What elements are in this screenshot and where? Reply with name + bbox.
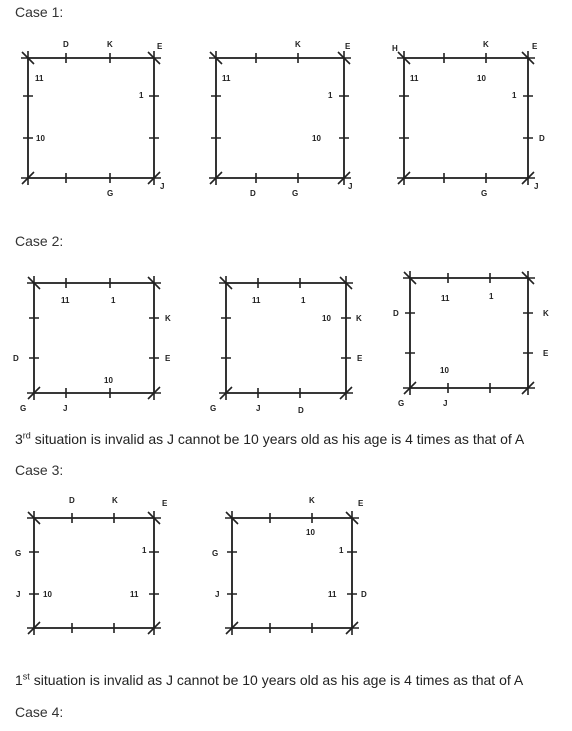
case1-d1-label-11: 11 <box>35 74 44 83</box>
case1-d1-label-G: G <box>107 189 114 198</box>
case2-d2-label-E: E <box>357 354 363 363</box>
case2-d2-label-K: K <box>356 314 362 323</box>
case4-header: Case 4: <box>15 704 64 720</box>
case2-d3-label-11: 11 <box>441 294 450 303</box>
case2-d1-label-11: 11 <box>61 296 70 305</box>
case3-d2-label-10: 10 <box>306 528 315 537</box>
case1-d2-label-K: K <box>295 40 301 49</box>
case2-d3-label-K: K <box>543 309 549 318</box>
case1-d1-label-E: E <box>157 42 163 51</box>
case2-d3-label-D: D <box>393 309 399 318</box>
case1-d2-label-J: J <box>348 182 353 191</box>
case1-d1-label-10: 10 <box>36 134 45 143</box>
case1-d3-label-K: K <box>483 40 489 49</box>
case2-d2-label-10: 10 <box>322 314 331 323</box>
case2-d1-label-10: 10 <box>104 376 113 385</box>
case3-d2-label-1: 1 <box>339 546 344 555</box>
case2-d3-label-10: 10 <box>440 366 449 375</box>
case3-d2-label-11: 11 <box>328 590 337 599</box>
case2-d2-label-G: G <box>210 404 217 413</box>
case2-d3-label-1: 1 <box>489 292 494 301</box>
case3-d1-label-E: E <box>162 499 168 508</box>
case2-d1-label-G: G <box>20 404 27 413</box>
case2-d3-label-G: G <box>398 399 405 408</box>
case1-d3-label-J: J <box>534 182 539 191</box>
case3-d2-label-G: G <box>212 549 219 558</box>
case1-d2-label-E: E <box>345 42 351 51</box>
case1-table-3 <box>397 51 535 185</box>
case1-table-1 <box>21 51 161 185</box>
case1-d2-label-11: 11 <box>222 74 231 83</box>
case1-d2-label-10: 10 <box>312 134 321 143</box>
case1-d3-label-10: 10 <box>477 74 486 83</box>
case2-d1-label-J: J <box>63 404 68 413</box>
case1-d1-label-D: D <box>63 40 69 49</box>
case1-d2-label-D: D <box>250 189 256 198</box>
case3-invalid-note: 1st situation is invalid as J cannot be 10 years old as his age is 4 times as that of A <box>15 671 524 688</box>
case1-d3-label-11: 11 <box>410 74 419 83</box>
case2-header: Case 2: <box>15 233 64 249</box>
case3-d2-label-D: D <box>361 590 367 599</box>
case3-d1-label-11: 11 <box>130 590 139 599</box>
case2-d1-label-E: E <box>165 354 171 363</box>
case1-d2-label-G: G <box>292 189 299 198</box>
case3-d2-label-K: K <box>309 496 315 505</box>
case2-d2-label-11: 11 <box>252 296 261 305</box>
case3-d2-label-E: E <box>358 499 364 508</box>
case2-d1-label-1: 1 <box>111 296 116 305</box>
case3-d1-label-10: 10 <box>43 590 52 599</box>
case2-table-1 <box>27 276 161 400</box>
case2-table-2 <box>219 276 353 400</box>
case3-d2-label-J: J <box>215 590 220 599</box>
case1-d3-label-1: 1 <box>512 91 517 100</box>
case3-table-1 <box>27 511 161 635</box>
case3-d1-label-J: J <box>16 590 21 599</box>
case1-d3-label-D: D <box>539 134 545 143</box>
case1-d1-label-K: K <box>107 40 113 49</box>
case1-d3-label-E: E <box>532 42 538 51</box>
case1-d3-label-H: H <box>392 44 398 53</box>
case2-d1-label-K: K <box>165 314 171 323</box>
case2-d3-label-E: E <box>543 349 549 358</box>
case1-d1-label-J: J <box>160 182 165 191</box>
case2-d3-label-J: J <box>443 399 448 408</box>
case1-table-2 <box>209 51 351 185</box>
case3-table-2 <box>225 511 359 635</box>
case3-header: Case 3: <box>15 462 64 478</box>
case1-d1-label-1: 1 <box>139 91 144 100</box>
case1-d3-label-G: G <box>481 189 488 198</box>
case1-d2-label-1: 1 <box>328 91 333 100</box>
case1-header: Case 1: <box>15 4 64 20</box>
case2-d2-label-1: 1 <box>301 296 306 305</box>
case3-d1-label-1: 1 <box>142 546 147 555</box>
case3-d1-label-G: G <box>15 549 22 558</box>
case2-d2-label-D: D <box>298 406 304 415</box>
case2-invalid-note: 3rd situation is invalid as J cannot be 10 years old as his age is 4 times as that of A <box>15 430 525 447</box>
case3-d1-label-D: D <box>69 496 75 505</box>
case2-d1-label-D: D <box>13 354 19 363</box>
case2-d2-label-J: J <box>256 404 261 413</box>
case2-table-3 <box>403 271 535 395</box>
case3-d1-label-K: K <box>112 496 118 505</box>
